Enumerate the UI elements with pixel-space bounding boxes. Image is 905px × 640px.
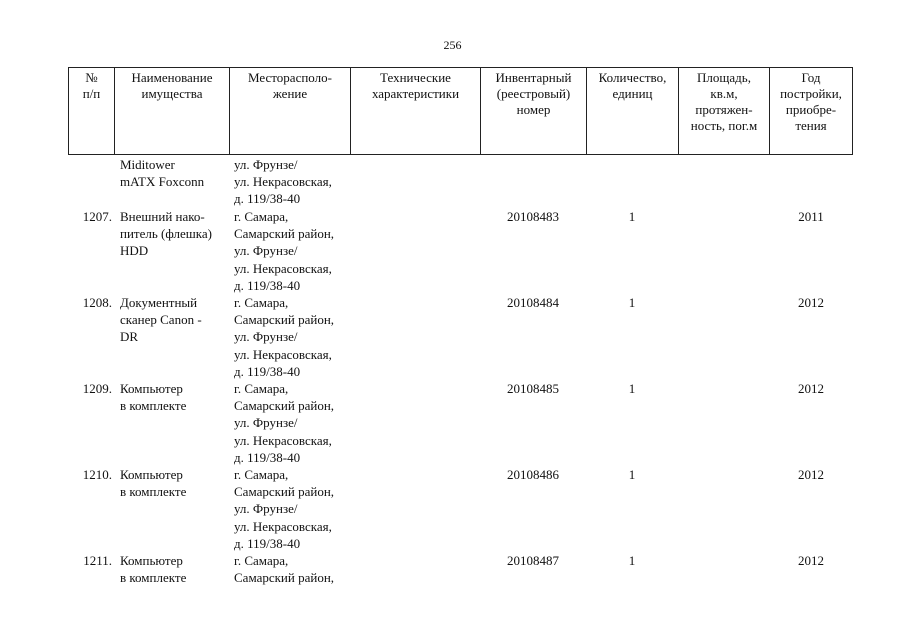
table-body (68, 156, 853, 596)
header-label: Год постройки, приобре- тения (780, 70, 842, 133)
header-cell-location (230, 67, 351, 155)
row-quantity: 1 (628, 553, 636, 568)
header-cell-quantity (587, 67, 679, 155)
row-inventory: 20108483 (507, 209, 559, 224)
row-year: 2012 (798, 295, 824, 310)
header-label: Месторасполо- жение (248, 70, 332, 101)
row-quantity: 1 (628, 209, 636, 224)
row-location: г. Самара, Самарский район, ул. Фрунзе/ ул. Некрасовская, д. 119/38-40 (234, 295, 335, 379)
row-location: г. Самара, Самарский район, ул. Фрунзе/ ул. Некрасовская, д. 119/38-40 (234, 209, 335, 293)
row-number: 1209. (82, 381, 112, 396)
row-number: 1210. (82, 467, 112, 482)
row-name: Внешний нако- питель (флешка) HDD (120, 209, 212, 259)
header-label: Технические характеристики (371, 70, 460, 101)
header-label: Площадь, кв.м, протяжен- ность, пог.м (690, 70, 758, 133)
header-cell-specs (351, 67, 481, 155)
row-year: 2012 (798, 381, 824, 396)
header-cell-inventory (481, 67, 587, 155)
header-cell-area (679, 67, 770, 155)
row-location: г. Самара, Самарский район, ул. Фрунзе/ ул. Некрасовская, д. 119/38-40 (234, 467, 335, 551)
row-name: Документный сканер Canon - DR (120, 295, 202, 345)
header-cell-number (68, 67, 115, 155)
row-quantity: 1 (628, 467, 636, 482)
header-cell-year (770, 67, 853, 155)
header-label: Количество, единиц (598, 70, 667, 101)
header-cell-name (115, 67, 230, 155)
row-inventory: 20108484 (507, 295, 559, 310)
row-number: 1207. (82, 209, 112, 224)
row-year: 2012 (798, 467, 824, 482)
row-year: 2011 (798, 209, 824, 224)
header-label: Наименование имущества (131, 70, 213, 101)
header-label: Инвентарный (реестровый) номер (495, 70, 572, 117)
row-inventory: 20108486 (507, 467, 559, 482)
row-number: 1208. (82, 295, 112, 310)
row-quantity: 1 (628, 295, 636, 310)
row-quantity: 1 (628, 381, 636, 396)
row-year: 2012 (798, 553, 824, 568)
carry-name: Miditower mATX Foxconn (120, 157, 205, 190)
page-number: 256 (443, 38, 462, 52)
row-name: Компьютер в комплекте (120, 381, 187, 414)
header-label: № п/п (82, 70, 101, 101)
row-inventory: 20108487 (507, 553, 559, 568)
carry-location: ул. Фрунзе/ ул. Некрасовская, д. 119/38-40 (234, 157, 332, 207)
row-location: г. Самара, Самарский район, ул. Фрунзе/ ул. Некрасовская, д. 119/38-40 (234, 381, 335, 465)
row-name: Компьютер в комплекте (120, 467, 187, 500)
row-inventory: 20108485 (507, 381, 559, 396)
row-location: г. Самара, Самарский район, (234, 553, 335, 586)
row-name: Компьютер в комплекте (120, 553, 187, 586)
row-number: 1211. (83, 553, 112, 568)
